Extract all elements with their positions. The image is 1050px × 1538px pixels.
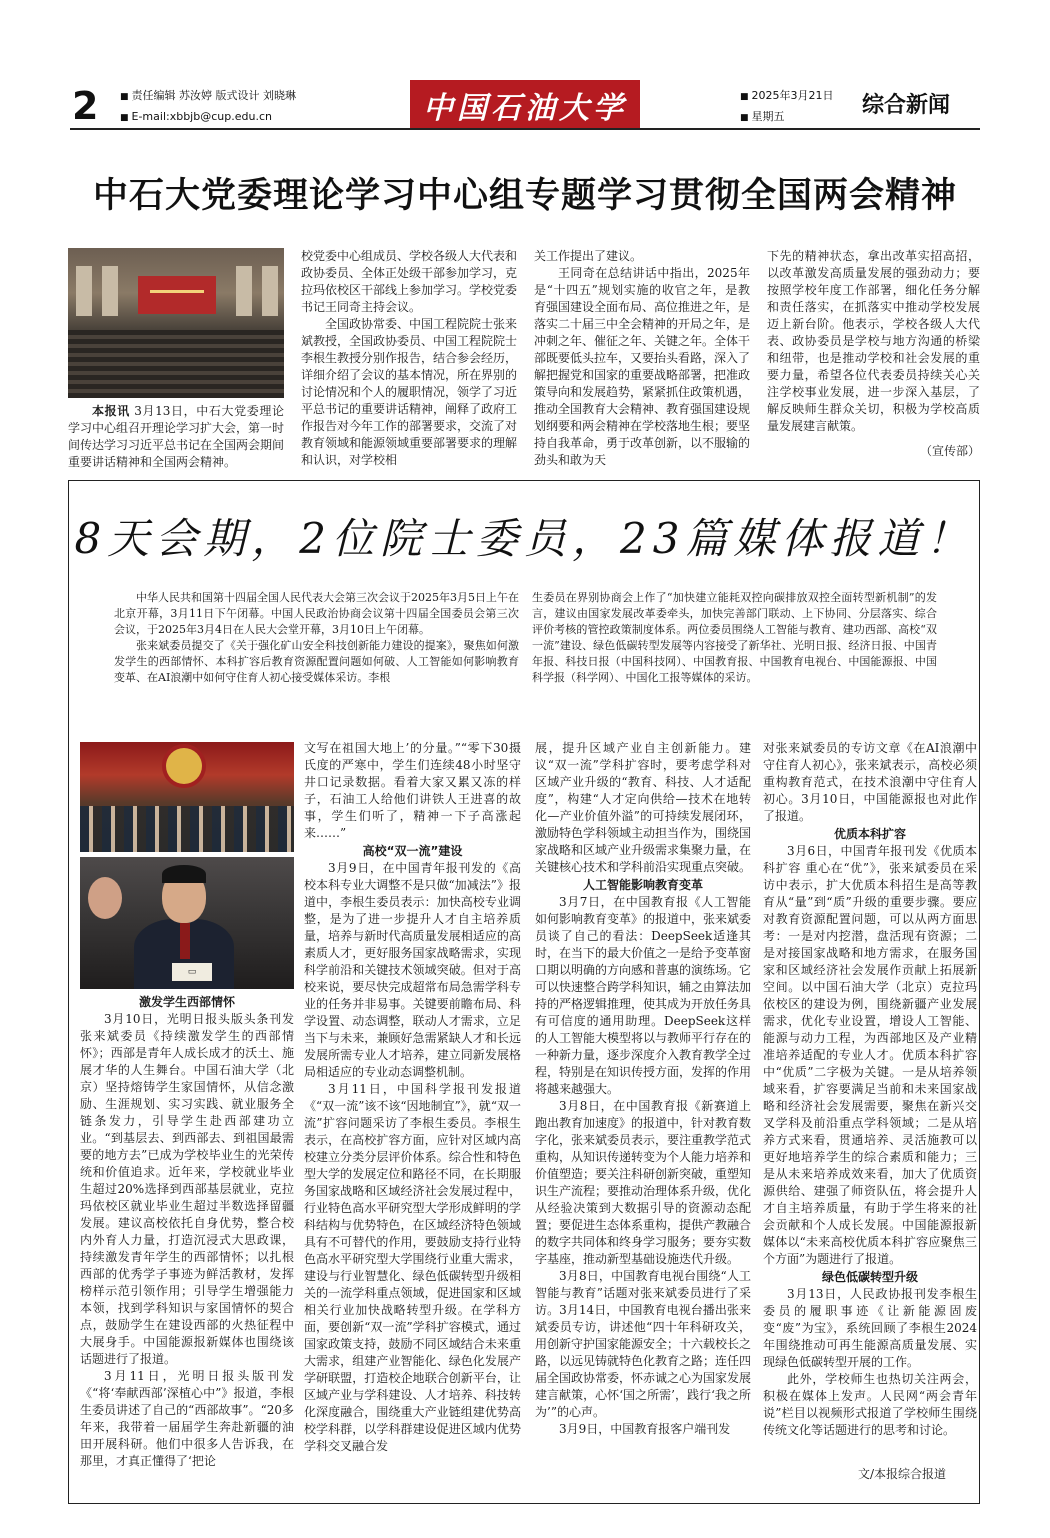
article2-headline: 8天会期，2位院士委员，23篇媒体报道！ [74,514,974,563]
conference-photo [68,248,284,398]
paragraph: 3月8日，中国教育电视台围绕“人工智能与教育”话题对张来斌委员进行了采访。3月14日，中国教育电视台播出张来斌委员专访，讲述他“四十年科研攻关，用创新守护国家能源安全；十六载校长之路，以远见铸就特色化教育之路；连任四届全国政协常委，怀赤诚之心为国家发展建言献策，心怀‘国之所需’，践行‘我之所为’”的心声。 [535,1269,752,1419]
article2-column-3 [535,740,751,1438]
paragraph: 3月11日，光明日报头版刊发《“将‘奉献西部’深植心中”》报道，李根生委员讲述了自己的“西部故事”。“20多年来，我带着一届届学生奔赴新疆的油田开展科研。他们中很多人告诉我，在那里，才真正懂得了‘把论 [80,1369,294,1468]
masthead-date [740,86,834,128]
paragraph: 3月11日，中国科学报刊发报道《“双一流”该不该“因地制宜”》，就“双一流”扩容问题采访了李根生委员。李根生表示，在高校扩容方面，应针对区域内高校建立分类分层评价体系。综合性和特色型大学的发展定位和路径不同，在长期服务国家战略和区域经济社会发展过程中，行业特色高水平研究型大学形成鲜明的学科结构与优势特色，在区域经济特色领域具有不可替代的作用，要鼓励支持行业特色高水平研究型大学围绕行业重大需求，建设与行业智慧化、绿色低碳转型升级相关的一流学科重点领域，促进国家和区域相关行业加快战略转型升级。在学科方面，要创新“双一流”学科扩容模式，通过国家政策支持，鼓励不同区域结合未来重大需求，组建产业智能化、绿色化发展产学研联盟，打造校企地联合创新平台，让区域产业与学科建设、人才培养、科技转化深度融合，围绕重大产业链组建优势高校学科群，以学科群建设促进区域内优势学科交叉融合发 [304,1082,521,1453]
paragraph: 展，提升区域产业自主创新能力。建议“双一流”学科扩容时，要考虑学科对区域产业升级的“教育、科技、人才适配度”，构建“人才定向供给—技术在地转化—产业价值外溢”的可持续发展闭环，激励特色学科领域主动担当作为，围绕国家战略和区域产业升级需求集聚力量，在关键核心技术和学科前沿实现重点突破。 [535,741,752,874]
paragraph: 3月9日，在中国青年报刊发的《高校本科专业大调整不是只做“加减法”》报道中，李根生委员表示：加快高校专业调整，是为了进一步提升人才自主培养质量，培养与新时代高质量发展相适应的高素质人才，更好服务国家战略需求，实现科学前沿和关键技术领域突破。但对于高校来说，要尽快完成超常布局急需学科专业的任务并非易事。关键要前瞻布局、科学设置、动态调整，联动人才需求，立足当下与未来，兼顾好急需紧缺人才和长远发展所需专业人才培养，建立同新发展格局相适应的专业动态调整机制。 [304,861,521,1079]
paragraph: 3月6日，中国青年报刊发《优质本科扩容 重心在“优”》，张来斌委员在采访中表示，扩大优质本科招生是高等教育从“量”到“质”升级的重要步骤。要应对教育资源配置问题，可以从两方面思考：一是对内挖潜，盘活现有资源；二是对接国家战略和地方需求，在服务国家和区域经济社会发展作贡献上拓展新空间。以中国石油大学（北京）克拉玛依校区的建设为例，围绕新疆产业发展需求，优化专业设置，增设人工智能、能源与动力工程，为西部地区及产业精准培养适配的专业人才。优质本科扩容中“优质”二字极为关键。一是从培养领域来看，扩容要满足当前和未来国家战略和经济社会发展需要，聚焦在新兴交叉学科及前沿重点学科领域；二是从培养方式来看，贯通培养、灵活施教可以更好地培养学生的综合素质和能力；三是从未来培养成效来看，加大了优质资源供给、建强了师资队伍，将会提升人才自主培养质量，有助于学生将来的社会贡献和个人成长发展。中国能源报新媒体以“未来高校优质本科扩容应聚焦三个方面”为题进行了报道。 [763,844,977,1266]
subheading: 人工智能影响教育变革 [582,878,703,892]
masthead [0,0,1050,140]
subheading: 高校“双一流”建设 [362,844,463,858]
article1-column-3 [534,248,750,469]
paragraph: 关工作提出了建议。 [534,249,643,263]
paragraph: 3月9日，中国教育报客户端刊发 [559,1422,731,1436]
article1-column-2 [301,248,517,469]
paragraph: 校党委中心组成员、学校各级人大代表和政协委员、全体正处级干部参加学习，克拉玛依校区干部线上参加学习。学校党委书记王同奇主持会议。 [301,249,518,314]
article1-signature: （宣传部） [920,444,981,458]
subheading: 激发学生西部情怀 [138,995,235,1009]
paragraph: 张来斌委员提交了《关于强化矿山安全科技创新能力建设的提案》，聚焦如何激发学生的西部情怀、本科扩容后教育资源配置问题如何破、人工智能如何影响教育变革、在AI浪潮中如何守住育人初心接受媒体采访。李根 [114,639,519,684]
subheading: 绿色低碳转型升级 [821,1270,918,1284]
paragraph: 3月7日，在中国教育报《人工智能如何影响教育变革》的报道中，张来斌委员谈了自己的看法：DeepSeek适逢其时，在当下的最大价值之一是给予变革窗口期以明确的方向感和普惠的演练场。它可以快速整合跨学科知识，辅之由算法加持的严格逻辑推理，使其成为开放任务具有可信度的通用助理。DeepSeek这样的人工智能大模型将以与教师平行存在的一种新力量，逐步深度介入教育教学全过程，特别是在知识传授方面，发挥的作用将越来越强大。 [535,895,752,1096]
audience-rows [68,330,284,398]
article1-column-4 [767,248,980,435]
article2-intro-right [532,590,937,686]
paragraph: 对张来斌委员的专访文章《在AI浪潮中守住育人初心》，张来斌表示，高校必须重构教育范式，在技术浪潮中守住育人初心。3月10日，中国能源报也对此作了报道。 [763,741,977,823]
paragraph: 文写在祖国大地上’的分量。”“零下30摄氏度的严寒中，学生们连续48小时坚守井口记录数据。看着大家又累又冻的样子，石油工人给他们讲铁人王进喜的故事，学生们听了，精神一下子高涨起来……” [304,741,521,840]
article2-intro-left [114,590,519,686]
nameplate: ▭ [172,963,212,981]
paragraph: 此外，学校师生也热切关注两会，积极在媒体上发声。人民网“两会青年说”栏目以视频形式报道了学校师生围绕传统文化等话题进行的思考和讨论。 [763,1372,977,1437]
issue-date: ■ 2025年3月21日 [740,86,834,107]
article2-column-2 [304,740,521,1455]
paragraph: 下先的精神状态，拿出改革实招高招，以改革激发高质量发展的强劲动力；要按照学校年度工作部署，细化任务分解和责任落实，在抓落实中推动学校发展迈上新台阶。他表示，学校各级人大代表、政协委员是学校与地方沟通的桥梁和纽带，也是推动学校和社会发展的重要力量，希望各位代表委员持续关心关注学校事业发展，进一步深入基层，了解反映师生群众关切，积极为学校高质量发展建言献策。 [767,249,980,433]
editor-line: ■ 责任编辑 苏汝婷 版式设计 刘晓琳 [120,86,296,107]
national-emblem-icon [166,748,202,784]
paragraph: 3月13日，人民政协报刊发李根生委员的履职事迹《让新能源固废变“废”为宝》，系统回顾了李根生2024年围绕推动可再生能源高质量发展、实现绿色低碳转型开展的工作。 [763,1287,977,1369]
paragraph: 生委员在界别协商会上作了“加快建立能耗双控向碳排放双控全面转型新机制”的发言，建议由国家发展改革委牵头，加快完善部门联动、上下协同、分层落实、综合评价考核的管控政策制度体系。两位委员围绕人工智能与教育、建功西部、高校“双一流”建设、绿色低碳转型发展等内容接受了新华社、光明日报、经济日报、中国青年报、科技日报（中国科技网）、中国教育报、中国教育电视台、中国能源报、中国科学报（科学网）、中国化工报等媒体的采访。 [532,591,937,684]
subheading: 优质本科扩容 [833,827,906,841]
paragraph: 3月8日，在中国教育报《新赛道上跑出教育加速度》的报道中，针对教育数字化，张来斌委员表示，要注重教学范式重构，从知识传递转变为个人能力培养和价值塑造；要关注科研创新突破，重塑知识生产流程；要推动治理体系升级，优化从经验决策到大数据引导的资源动态配置；要促进生态体系重构，提供产教融合的数字共同体和终身学习服务；要夯实数字基座，推动新型基础设施迭代升级。 [535,1099,752,1266]
plenary-hall-photo [80,742,294,852]
issue-weekday: ■ 星期五 [740,107,834,128]
article1-column-1 [68,403,284,471]
article1-headline: 中石大党委理论学习中心组专题学习贯彻全国两会精神 [92,176,957,216]
lead-text: 3月13日，中石大党委理论学习中心组召开理论学习扩大会，第一时间传达学习习近平总书记在全国两会期间重要讲话精神和全国两会精神。 [68,404,285,469]
article2-column-4 [763,740,977,1439]
section-name: 综合新闻 [862,93,951,118]
conference-screen [138,276,216,314]
lead-label: 本报讯 [92,404,130,418]
paragraph: 王同奇在总结讲话中指出，2025年是“十四五”规划实施的收官之年，是教育强国建设全面布局、高位推进之年，是落实二十届三中全会精神的开局之年，是冲刺之年、催征之年、关键之年。全体干部既要低头拉车，又要抬头看路，深入了解把握党和国家的重要战略部署，把准政策导向和发展趋势，紧紧抓住政策机遇，推动全国教育大会精神、教育强国建设规划纲要和两会精神在学校落地生根；要坚持自我革命，勇于改革创新，以不服输的劲头和敢为天 [534,266,751,467]
email-line: ■ E-mail:xbbjb@cup.edu.cn [120,107,296,128]
masthead-credits [120,86,296,128]
delegate-portrait-photo [80,857,294,989]
newspaper-logo: 中国石油大学 [410,80,640,130]
paragraph: 全国政协常委、中国工程院院士张来斌教授，全国政协委员、中国工程院院士李根生教授分别作报告，结合参会经历，详细介绍了会议的基本情况，所在界别的讨论情况和个人的履职情况，领学了习近平总书记的重要讲话精神，阐释了政府工作报告对今年工作的部署要求，交流了对教育领域和能源领域重要部署要求的理解和认识，对学校相 [301,317,518,467]
delegates-row [80,806,294,852]
paragraph: 3月10日，光明日报头版头条刊发张来斌委员《持续激发学生的西部情怀》；西部是青年人成长成才的沃土、施展才华的人生舞台。中国石油大学（北京）坚持熔铸学生家国情怀，从信念激励、生涯规划、实习实践、就业服务全链条发力，引导学生赴西部建功立业。“到基层去、到西部去、到祖国最需要的地方去”已成为学校毕业生的光荣传统和价值追求。近年来，学校就业毕业生超过20%选择到西部基层就业，克拉玛依校区就业毕业生超过半数选择留疆发展。建议高校依托自身优势，整合校内外育人力量，打造沉浸式大思政课，持续激发青年学生的西部情怀；以扎根西部的优秀学子事迹为鲜活教材，发挥榜样示范引领作用；引导学生增强能力本领，找到学科知识与家国情怀的契合点，鼓励学生在建设西部的火热征程中大展身手。中国能源报新媒体也围绕该话题进行了报道。 [80,1012,294,1366]
article2-column-1 [80,993,294,1470]
paragraph: 中华人民共和国第十四届全国人民代表大会第三次会议于2025年3月5日上午在北京开幕，3月11日下午闭幕。中国人民政治协商会议第十四届全国委员会第三次会议，于2025年3月4日在人民大会堂开幕，3月10日上午闭幕。 [114,591,519,636]
page-number: 2 [72,84,99,128]
masthead-rule [70,128,980,130]
article2-signature: 文/本报综合报道 [858,1467,947,1481]
